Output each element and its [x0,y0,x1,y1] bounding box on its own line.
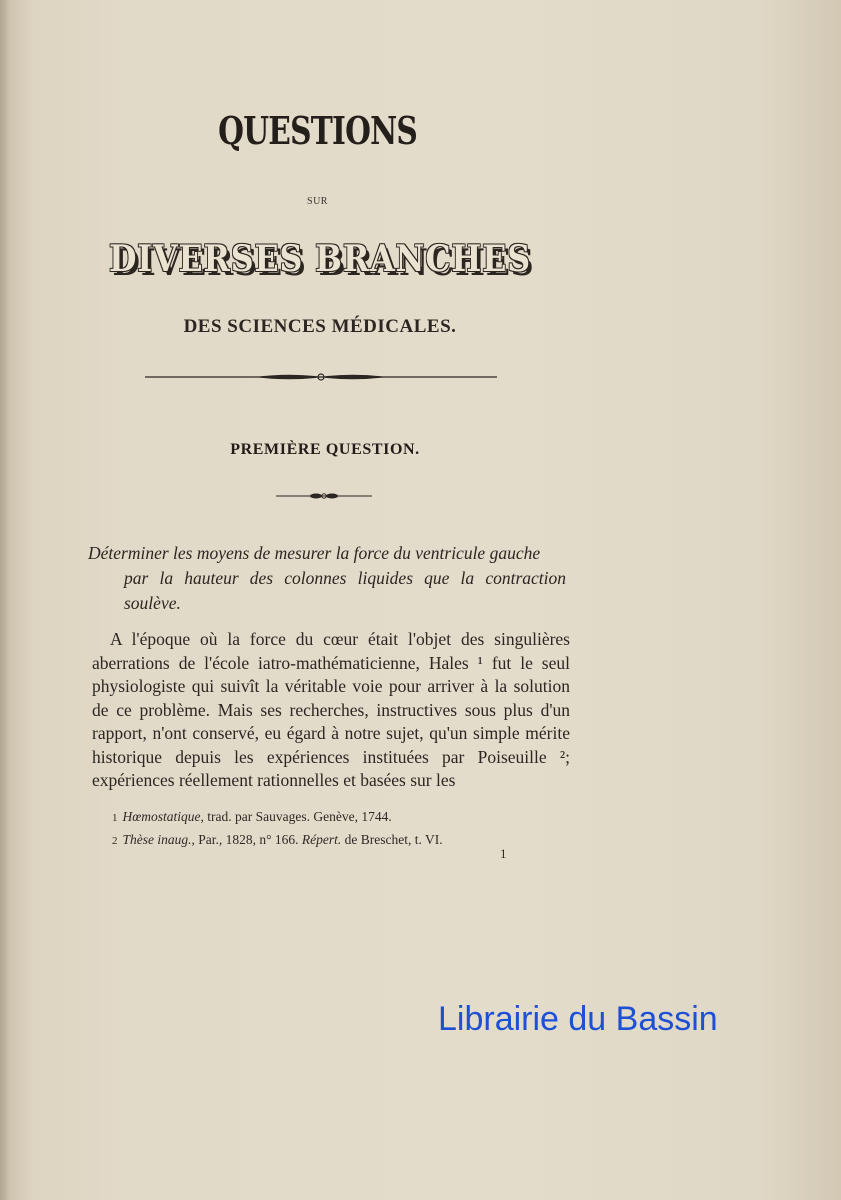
section-heading: PREMIÈRE QUESTION. [230,441,420,458]
body-paragraph: A l'époque où la force du cœur était l'objet des singulières aberrations de l'école iatro-mathématicienne, Hales ¹ fut le seul physiologiste qui suivît la véritable voie pour arriver à la solution de ce problème. Mais ses recherches, instructives sous plus d'un rapport, n'ont conservé, eu égard à notre sujet, qu'un simple mérite historique depuis les expériences instituées par Poiseuille ²; expériences réellement rationnelles et basées sur les [92,629,570,790]
footnote-title: Thèse inaug. [122,832,192,847]
question-first-line: Déterminer les moyens de mesurer la force du ventricule gauche [88,543,541,563]
footnote-ref-title: Répert. [301,832,342,847]
footnote-title: Hœmostatique [122,809,201,824]
footnote-text: , trad. par Sauvages. Genève, 1744. [200,809,392,824]
watermark-text: Librairie du Bassin [438,1000,718,1038]
question-continuation: par la hauteur des colonnes liquides que la contraction soulève. [124,568,566,613]
footnote-1 [112,806,572,829]
ornamental-rule [145,369,497,385]
title-sciences-medicales: DES SCIENCES MÉDICALES. [183,316,457,337]
title-questions: QUESTIONS [218,108,418,153]
small-ornamental-rule [276,490,372,502]
footnote-number: 2 [112,835,118,847]
footnote-number: 1 [112,812,118,824]
question-text [88,541,566,616]
footnote-text: , Par., 1828, n° 166. [191,832,302,847]
title-diverses-branches: DIVERSES BRANCHES [108,238,532,280]
page-number: 1 [500,846,507,861]
title-sur: SUR [307,196,328,207]
footnote-ref-text: de Breschet, t. VI. [341,832,443,847]
